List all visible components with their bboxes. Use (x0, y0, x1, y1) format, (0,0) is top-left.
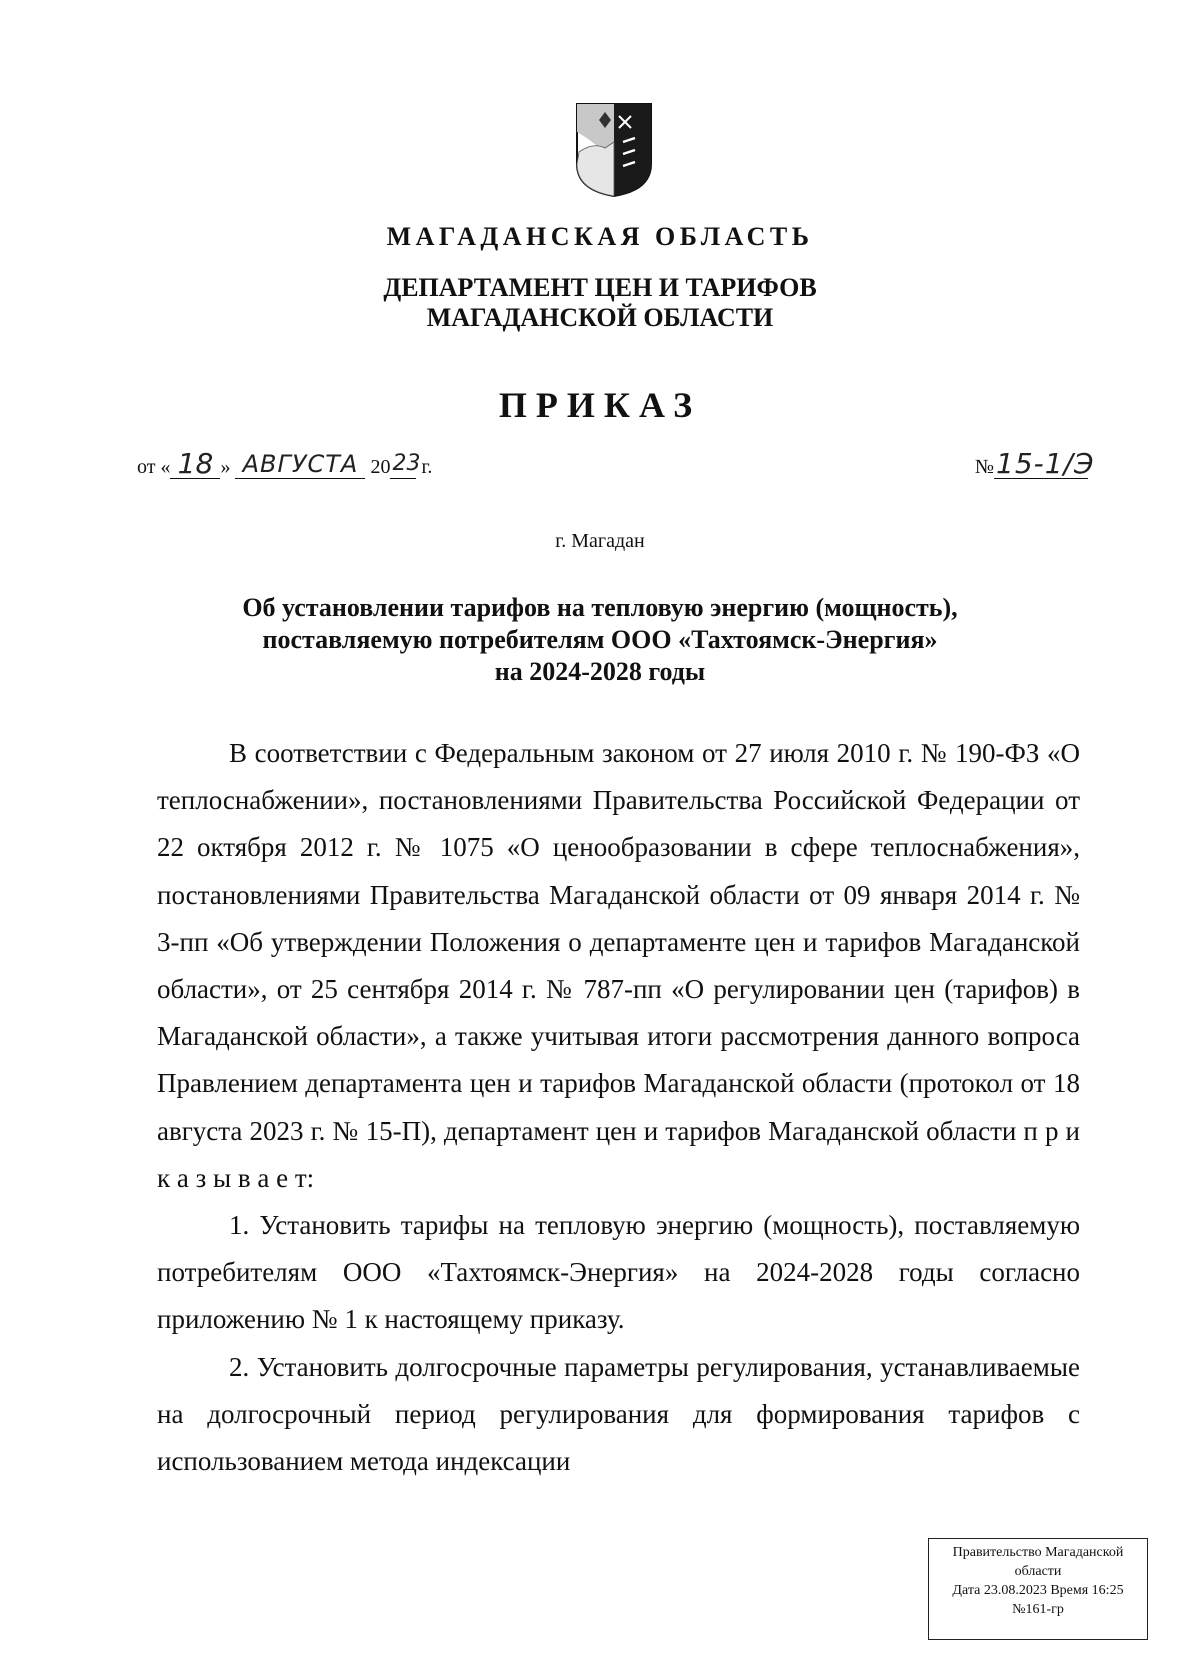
order-body (157, 730, 1080, 1485)
subject-line-2: поставляемую потребителям ООО «Тахтоямск-Энергия» (262, 625, 938, 654)
date-month-handwritten: АВГУСТА (235, 450, 365, 479)
number-label: № (974, 456, 994, 478)
body-paragraph-3: 2. Установить долгосрочные параметры регулирования, устанавливаемые на долгосрочный период регулирования для формирования тарифов с использованием метода индексации (157, 1351, 1080, 1477)
subject-line-1: Об установлении тарифов на тепловую энергию (мощность), (242, 593, 958, 622)
department-title (0, 273, 1200, 333)
date-prefix: от « (137, 456, 171, 478)
body-paragraph-2: 1. Установить тарифы на тепловую энергию (мощность), поставляемую потребителям ООО «Тахтоямск-Энергия» на 2024-2028 годы согласно приложению № 1 к настоящему приказу. (157, 1210, 1080, 1335)
body-paragraph-1: В соответствии с Федеральным законом от 27 июля 2010 г. № 190-ФЗ «О теплоснабжении», постановлениями Правительства Российской Федерации от 22 октября 2012 г. № 1075 «О ценообразовании в сфере теплоснабжения», постановлениями Правительства Магаданской области от 09 января 2014 г. № 3-пп «Об утверждении Положения о департаменте цен и тарифов Магаданской области», от 25 сентября 2014 г. № 787-пп «О регулировании цен (тарифов) в Магаданской области», а также учитывая итоги рассмотрения данного вопроса Правлением департамента цен и тарифов Магаданской области (протокол от 18 августа 2023 г. № 15-П), департамент цен и тарифов Магаданской области п р и к а з ы в а е т: (157, 738, 1080, 1193)
stamp-line-3: Дата 23.08.2023 Время 16:25 (952, 1583, 1124, 1598)
stamp-line-1: Правительство Магаданской (952, 1545, 1124, 1560)
order-subject (0, 592, 1200, 688)
stamp-line-4: №161-гр (1012, 1602, 1064, 1617)
subject-line-3: на 2024-2028 годы (494, 657, 706, 686)
city: г. Магадан (555, 530, 645, 552)
order-date (137, 447, 433, 480)
date-day-handwritten: 18 (170, 450, 220, 479)
department-line-1: ДЕПАРТАМЕНТ ЦЕН И ТАРИФОВ (383, 273, 817, 302)
coat-of-arms-emblem (575, 102, 653, 198)
number-handwritten: 15-1/Э (996, 447, 1095, 480)
doc-type-title: ПРИКАЗ (498, 385, 702, 425)
registration-stamp (928, 1538, 1148, 1640)
region-title: МАГАДАНСКАЯ ОБЛАСТЬ (386, 222, 814, 251)
stamp-line-2: области (1014, 1564, 1062, 1579)
date-quote-close: » (220, 456, 231, 478)
department-line-2: МАГАДАНСКОЙ ОБЛАСТИ (426, 303, 774, 332)
order-number (974, 447, 1095, 480)
date-year-prefix: 20 (370, 456, 391, 478)
date-suffix: г. (421, 456, 433, 478)
date-year-handwritten: 23 (390, 450, 416, 479)
